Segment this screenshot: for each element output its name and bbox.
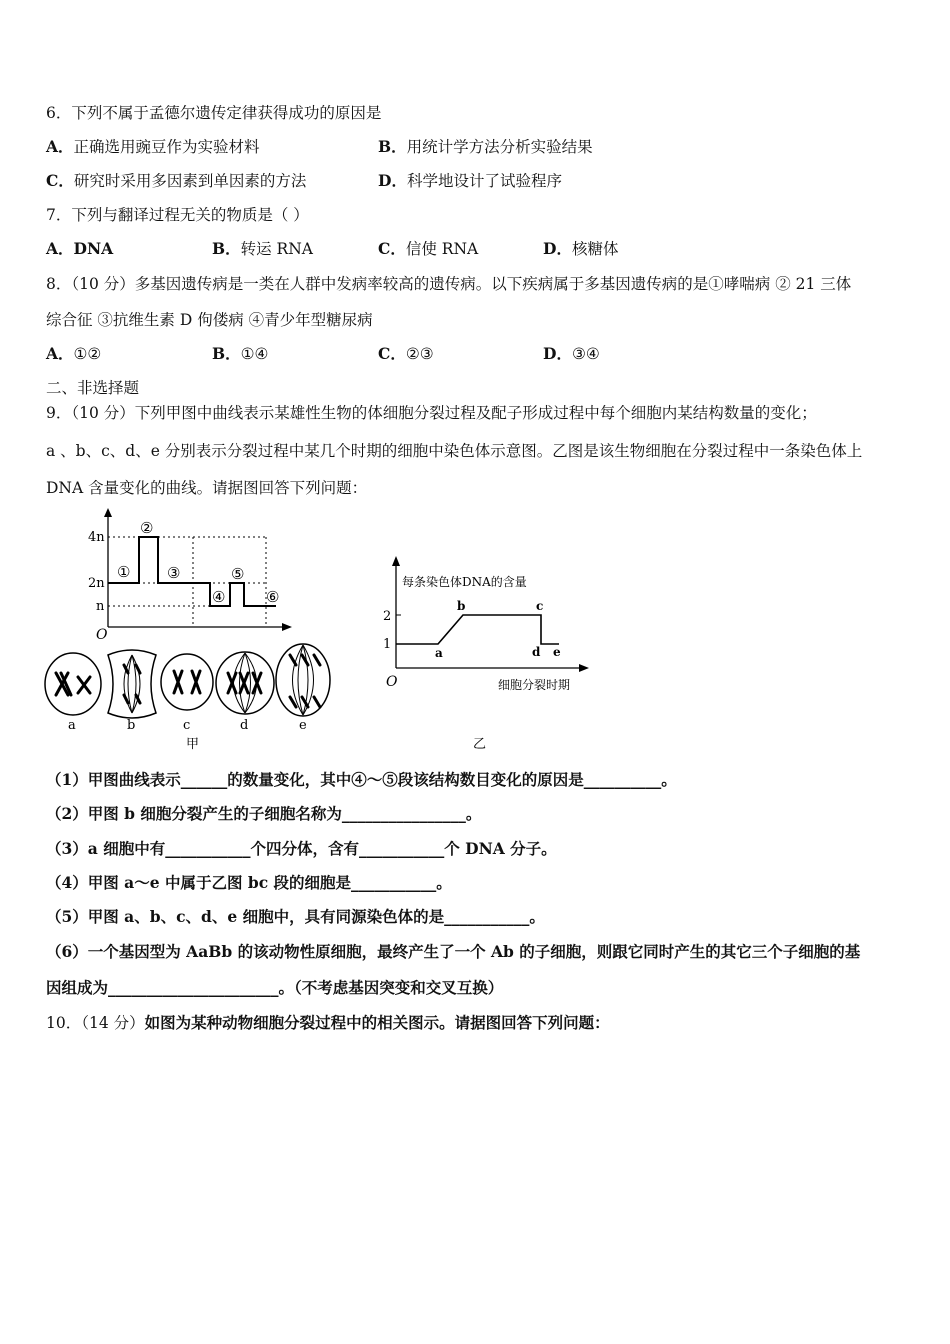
cell-b-drawing [108, 650, 156, 718]
x-axis-arrow [282, 623, 292, 631]
cell-d-drawing [216, 652, 274, 714]
q6-option-b [378, 137, 593, 157]
option-label: C． [378, 344, 406, 363]
cell-b-label: b [127, 718, 136, 733]
q8-option-a [46, 344, 101, 364]
option-text: 转运 RNA [240, 240, 313, 258]
option-text: DNA [73, 239, 114, 258]
q7-option-c [378, 239, 478, 259]
q9-sub-6-line2: 因组成为______________________。（不考虑基因突变和交叉互换） [46, 978, 504, 997]
figure-yi [375, 550, 600, 755]
q9-sub-5: （5）甲图 a、b、c、d、e 细胞中，具有同源染色体的是___________。 [46, 907, 545, 926]
q10-stem-text: 如图为某种动物细胞分裂过程中的相关图示。请据图回答下列问题： [144, 1013, 610, 1032]
q7-option-d [543, 239, 618, 259]
section-title: 二、非选择题 [46, 379, 140, 397]
q9-stem-text: 下列甲图中曲线表示某雄性生物的体细胞分裂过程及配子形成过程中每个细胞内某结构数量的变化； [134, 404, 817, 422]
option-label: C． [378, 239, 406, 258]
option-text: ①② [73, 345, 102, 363]
q9-sub-1: （1）甲图曲线表示______的数量变化，其中④～⑤段该结构数目变化的原因是__________。 [46, 770, 677, 789]
point-d-label: d [532, 645, 541, 659]
y-axis-arrow [392, 556, 400, 566]
segment-6-label: ⑥ [266, 588, 280, 606]
segment-1-label: ① [117, 563, 131, 581]
figure-jia [40, 505, 340, 755]
figure-yi-caption: 乙 [473, 737, 487, 752]
x-axis-label: 细胞分裂时期 [498, 678, 571, 692]
option-label: B． [212, 239, 241, 258]
option-text: ①④ [240, 345, 269, 363]
option-text: 研究时采用多因素到单因素的方法 [73, 172, 307, 190]
q9-sub-4: （4）甲图 a～e 中属于乙图 bc 段的细胞是___________。 [46, 873, 452, 892]
q9-sub-3: （3）a 细胞中有___________个四分体，含有___________个 DNA 分子。 [46, 839, 557, 858]
option-text: 正确选用豌豆作为实验材料 [73, 138, 260, 156]
option-label: B． [378, 137, 407, 156]
q6-option-a [46, 137, 260, 157]
option-label: D． [378, 171, 407, 190]
q7-option-b [212, 239, 313, 259]
y-tick-n: n [96, 599, 105, 614]
q7-option-a [46, 239, 113, 259]
point-c-label: c [536, 599, 544, 613]
option-text: ②③ [405, 345, 434, 363]
q8-option-b [212, 344, 268, 364]
cell-e-label: e [299, 718, 307, 733]
q9-number: 9．（10 分） [46, 404, 135, 422]
quantity-curve [108, 537, 276, 606]
y-axis-arrow [104, 508, 112, 517]
q9-stem-line1 [46, 403, 817, 423]
cell-a-label: a [68, 718, 76, 733]
cell-e-drawing [276, 644, 330, 716]
point-b-label: b [457, 599, 466, 613]
y-tick-1: 1 [383, 637, 392, 652]
y-axis-label: 每条染色体DNA的含量 [402, 575, 527, 589]
segment-5-label: ⑤ [231, 565, 245, 583]
y-tick-2n: 2n [88, 576, 105, 591]
q7-stem: 7．下列与翻译过程无关的物质是（ ） [46, 206, 309, 224]
q9-sub-2: （2）甲图 b 细胞分裂产生的子细胞名称为________________。 [46, 804, 482, 823]
option-label: A． [46, 344, 74, 363]
segment-4-label: ④ [212, 588, 226, 606]
cell-c-label: c [183, 718, 191, 733]
option-label: A． [46, 137, 74, 156]
q6-stem: 6．下列不属于孟德尔遗传定律获得成功的原因是 [46, 104, 382, 122]
option-label: C． [46, 171, 74, 190]
q8-stem-line2: 综合征 ③抗维生素 D 佝偻病 ④青少年型糖尿病 [46, 311, 373, 329]
option-label: D． [543, 239, 572, 258]
q8-option-d [543, 344, 600, 364]
option-text: 用统计学方法分析实验结果 [406, 138, 593, 156]
option-label: B． [212, 344, 241, 363]
q8-number: 8．（10 分） [46, 275, 135, 293]
q9-sub-6-line1: （6）一个基因型为 AaBb 的该动物性原细胞，最终产生了一个 Ab 的子细胞，则跟它同时产生的其它三个子细胞的基 [46, 942, 861, 961]
origin-label: O [96, 627, 108, 643]
cell-c-drawing [161, 654, 213, 710]
option-text: 核糖体 [571, 240, 619, 258]
q9-stem-line2: a 、b、c、d、e 分别表示分裂过程中某几个时期的细胞中染色体示意图。乙图是该生物细胞在分裂过程中一条染色体上 [46, 442, 863, 460]
q8-option-c [378, 344, 434, 364]
q9-stem-line3: DNA 含量变化的曲线。请据图回答下列问题： [46, 479, 368, 497]
origin-label: O [386, 674, 398, 690]
q8-stem-line1 [46, 274, 851, 294]
option-label: A． [46, 239, 74, 258]
option-text: 科学地设计了试验程序 [406, 172, 562, 190]
q6-option-c [46, 171, 306, 191]
q10-stem [46, 1013, 610, 1033]
y-tick-2: 2 [383, 609, 392, 624]
y-tick-4n: 4n [88, 530, 105, 545]
cell-d-label: d [240, 718, 249, 733]
option-text: ③④ [571, 345, 600, 363]
q10-number: 10．（14 分） [46, 1014, 145, 1032]
dna-curve [396, 615, 559, 644]
point-e-label: e [553, 645, 561, 659]
segment-2-label: ② [140, 519, 154, 537]
q6-option-d [378, 171, 562, 191]
cell-a-drawing [45, 653, 101, 715]
option-label: D． [543, 344, 572, 363]
q8-stem-text: 多基因遗传病是一类在人群中发病率较高的遗传病。以下疾病属于多基因遗传病的是①哮喘病 ② 21 三体 [134, 275, 852, 293]
segment-3-label: ③ [167, 564, 181, 582]
point-a-label: a [435, 646, 443, 660]
figure-jia-caption: 甲 [186, 737, 200, 752]
x-axis-arrow [579, 664, 589, 672]
option-text: 信使 RNA [405, 240, 479, 258]
